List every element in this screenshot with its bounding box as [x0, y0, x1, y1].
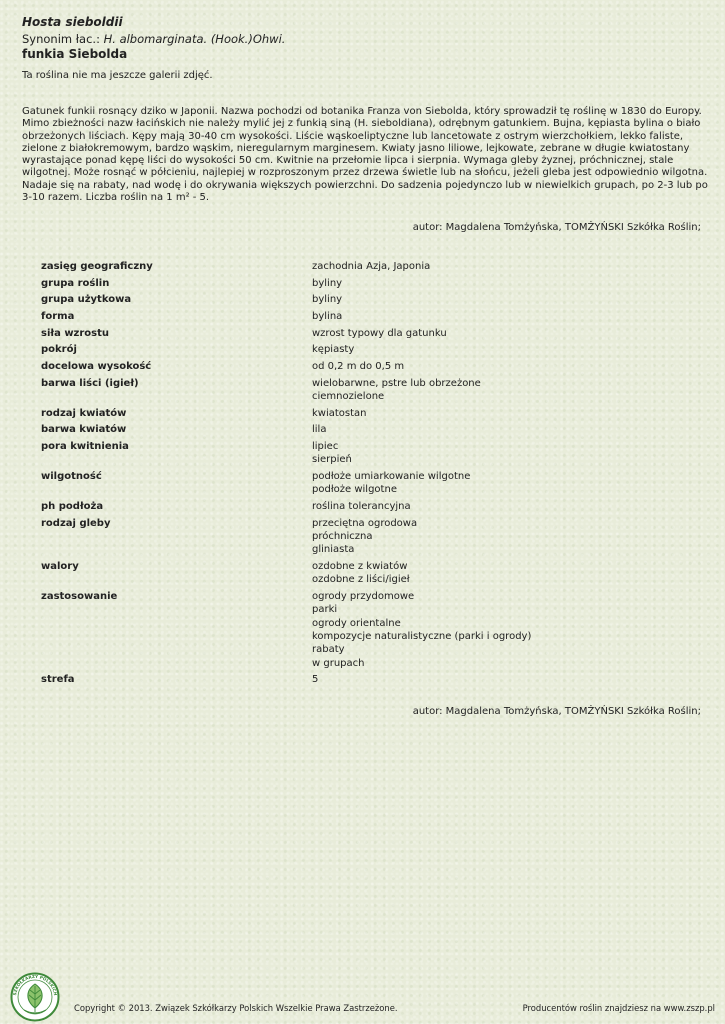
property-value: byliny [312, 294, 343, 306]
property-key: rodzaj gleby [41, 517, 111, 529]
property-key: rodzaj kwiatów [41, 407, 127, 419]
property-value: roślina tolerancyjna [312, 501, 411, 513]
property-row [41, 277, 681, 290]
property-value: podłoże wilgotne [312, 484, 397, 496]
producers-link-text[interactable]: Producentów roślin znajdziesz na www.zszp.pl [522, 1003, 715, 1013]
copyright-text: Copyright © 2013. Związek Szkółkarzy Polskich Wszelkie Prawa Zastrzeżone. [74, 1003, 398, 1013]
property-key: grupa roślin [41, 277, 110, 289]
property-value: byliny [312, 277, 343, 289]
property-key: pokrój [41, 344, 77, 356]
property-values [312, 260, 681, 273]
property-value: ozdobne z kwiatów [312, 561, 408, 573]
property-value: parki [312, 604, 338, 616]
property-value: kępiasty [312, 344, 355, 356]
property-key: walory [41, 561, 79, 573]
property-key: pora kwitnienia [41, 441, 129, 453]
property-row [41, 360, 681, 373]
property-value: ciemnozielone [312, 391, 385, 403]
property-key: zasięg geograficzny [41, 261, 153, 272]
property-row [41, 560, 681, 587]
property-value: wielobarwne, pstre lub obrzeżone [312, 377, 481, 389]
property-key: zastosowanie [41, 591, 118, 603]
author-credit-bottom: autor: Magdalena Tomżyńska, TOMŻYŃSKI Szkółka Roślin; [412, 706, 701, 717]
property-value: lila [312, 424, 327, 436]
property-values [312, 470, 681, 497]
property-key: siła wzrostu [41, 327, 110, 339]
property-key: grupa użytkowa [41, 294, 132, 306]
plant-description: Gatunek funkii rosnący dziko w Japonii. Nazwa pochodzi od botanika Franza von Siebolda, który sprowadził tę roślinę w 1830 do Europy. Mimo zbieżności nazw łacińskich nie należy mylić jej z funkią siną (H. sieboldiana), odrębnym gatunkiem. Bujna, kępiasta bylina o biało obrzeżonych liściach. Kępy mają 30-40 cm wysokości. Liście wąskoeliptyczne lub lancetowate z ostrym wierzchołkiem, lekko faliste, zielone z białokremowym, bardzo wąskim, nieregularnym marginesem. Kwiaty jasno liliowe, lejkowate, zebrane w długie kwiatostany wyrastające ponad kępę liści do wysokości 50 cm. Kwitnie na przełomie lipca i sierpnia. Wymaga gleby żyznej, próchnicznej, stale wilgotnej. Może rosnąć w półcieniu, najlepiej w rozproszonym przez drzewa świetle lub na słońcu, jeżeli gleba jest odpowiednio wilgotna. Nadaje się na rabaty, nad wodę i do okrywania większych powierzchni. Do sadzenia pojedynczo lub w niewielkich grupach, po 2-3 lub po 3-10 razem. Liczba roślin na 1 m² - 5. [22, 106, 708, 204]
property-row [41, 327, 681, 340]
property-key: barwa liści (igieł) [41, 377, 139, 389]
property-value: 5 [312, 674, 319, 686]
property-value: ogrody przydomowe [312, 591, 415, 603]
property-row [41, 310, 681, 323]
property-value: próchniczna [312, 531, 373, 543]
property-row [41, 517, 681, 557]
property-row [41, 343, 681, 356]
property-key: barwa kwiatów [41, 424, 127, 436]
synonym-label: Synonim łac.: [22, 32, 100, 46]
property-value: kwiatostan [312, 407, 367, 419]
property-row [41, 407, 681, 420]
property-value: rabaty [312, 644, 345, 656]
property-value: w grupach [312, 657, 365, 669]
footer [0, 968, 725, 1024]
property-value: od 0,2 m do 0,5 m [312, 361, 405, 373]
synonym-value: H. albomarginata. (Hook.)Ohwi. [103, 32, 286, 46]
property-row [41, 440, 681, 467]
property-value: zachodnia Azja, Japonia [312, 261, 431, 272]
property-value: bylina [312, 311, 343, 323]
property-values [312, 360, 681, 373]
property-row [41, 377, 681, 404]
property-value: ozdobne z liści/igieł [312, 574, 410, 586]
property-key: strefa [41, 674, 75, 686]
property-value: wzrost typowy dla gatunku [312, 327, 447, 339]
synonym-line [22, 32, 285, 46]
property-values [312, 423, 681, 436]
property-value: lipiec [312, 441, 339, 453]
property-value: ogrody orientalne [312, 617, 401, 629]
property-row [41, 260, 681, 273]
latin-name: Hosta sieboldii [22, 15, 123, 29]
property-values [312, 560, 681, 587]
property-values [312, 517, 681, 557]
property-row [41, 500, 681, 513]
property-value: podłoże umiarkowanie wilgotne [312, 471, 471, 483]
property-row [41, 423, 681, 436]
property-key: forma [41, 311, 75, 323]
property-values [312, 377, 681, 404]
properties-table [41, 260, 681, 690]
association-logo-icon [10, 972, 60, 1022]
property-value: sierpień [312, 454, 352, 466]
property-value: gliniasta [312, 544, 355, 556]
property-key: docelowa wysokość [41, 361, 152, 373]
property-values [312, 440, 681, 467]
property-values [312, 310, 681, 323]
property-key: ph podłoża [41, 501, 104, 513]
property-values [312, 277, 681, 290]
property-key: wilgotność [41, 471, 102, 483]
property-row [41, 470, 681, 497]
polish-name: funkia Siebolda [22, 47, 128, 61]
property-value: przeciętna ogrodowa [312, 517, 418, 529]
svg-text:SZKÓŁKARZY POLSKICH: SZKÓŁKARZY POLSKICH [12, 973, 58, 996]
author-credit-top: autor: Magdalena Tomżyńska, TOMŻYŃSKI Szkółka Roślin; [412, 222, 701, 233]
no-gallery-notice: Ta roślina nie ma jeszcze galerii zdjęć. [22, 70, 213, 81]
property-values [312, 673, 681, 686]
property-value: kompozycje naturalistyczne (parki i ogrody) [312, 630, 532, 642]
property-values [312, 590, 681, 670]
property-values [312, 293, 681, 306]
property-row [41, 293, 681, 306]
property-values [312, 327, 681, 340]
property-row [41, 590, 681, 670]
property-values [312, 343, 681, 356]
property-values [312, 407, 681, 420]
property-row [41, 673, 681, 686]
property-values [312, 500, 681, 513]
